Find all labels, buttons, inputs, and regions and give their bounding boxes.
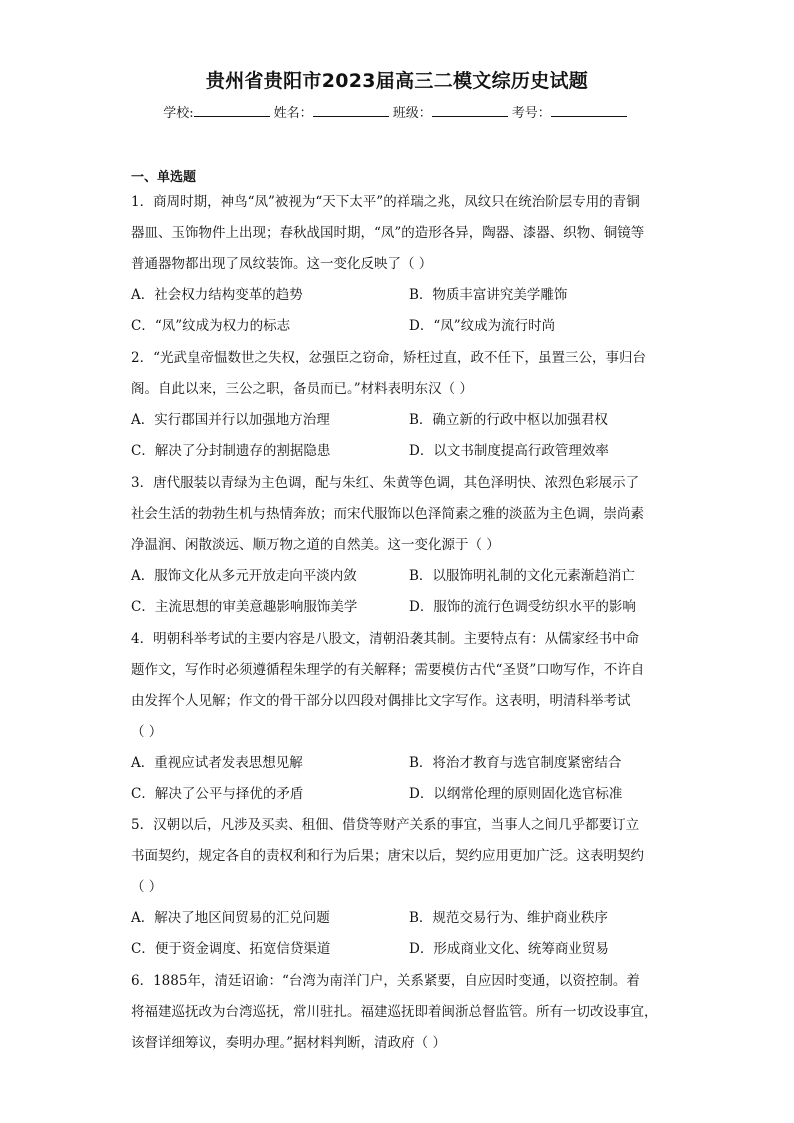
question-2-option-b: B．确立新的行政中枢以加强君权 — [409, 412, 608, 428]
question-5-line-3: （ ） — [131, 879, 163, 895]
question-1-line-3: 普通器物都出现了凤纹装饰。这一变化反映了（ ） — [131, 256, 433, 272]
question-5-option-c: C．便于资金调度、拓宽信贷渠道 — [131, 941, 331, 957]
question-3-option-d: D．服饰的流行色调受纺织水平的影响 — [409, 599, 636, 615]
question-4-option-a: A．重视应试者发表思想见解 — [131, 755, 303, 771]
question-2-option-a: A．实行郡国并行以加强地方治理 — [131, 412, 330, 428]
question-2-line-1: 2．“光武皇帝愠数世之失权，忿强臣之窃命，矫枉过直，政不任下，虽置三公，事归台 — [131, 350, 646, 366]
student-info-row — [0, 102, 794, 121]
question-4-line-4: （ ） — [131, 724, 163, 740]
question-3-line-1: 3．唐代服装以青绿为主色调，配与朱红、朱黄等色调，其色泽明快、浓烈色彩展示了 — [131, 475, 640, 491]
question-4-option-d: D．以纲常伦理的原则固化选官标准 — [409, 786, 623, 802]
question-5-option-b: B．规范交易行为、维护商业秩序 — [409, 910, 608, 926]
name-label: 姓名： — [273, 106, 313, 121]
question-4-line-2: 题作文，写作时必须遵循程朱理学的有关解释；需要模仿古代“圣贤”口吻写作，不许自 — [131, 662, 645, 678]
question-1-option-c: C．“凤”纹成为权力的标志 — [131, 318, 291, 334]
question-5-line-2: 书面契约，规定各自的责权利和行为后果；唐宋以后，契约应用更加广泛。这表明契约 — [131, 848, 644, 864]
name-blank — [313, 105, 389, 117]
question-1-line-2: 器皿、玉饰物件上出现；春秋战国时期，“凤”的造形各异，陶器、漆器、织物、铜镜等 — [131, 225, 645, 241]
school-blank — [194, 105, 270, 117]
exam-no-label: 考号： — [511, 106, 551, 121]
question-5-option-a: A．解决了地区间贸易的汇兑问题 — [131, 910, 330, 926]
question-4-line-1: 4．明朝科举考试的主要内容是八股文，清朝沿袭其制。主要特点有：从儒家经书中命 — [131, 631, 640, 647]
section-title: 一、单选题 — [131, 170, 197, 185]
question-6-line-2: 将福建巡抚改为台湾巡抚，常川驻扎。福建巡抚即着闽浙总督监管。所有一切改设事宜， — [131, 1004, 658, 1020]
question-3-option-c: C．主流思想的审美意趣影响服饰美学 — [131, 599, 358, 615]
question-5-line-1: 5．汉朝以后，凡涉及买卖、租佃、借贷等财产关系的事宜，当事人之间几乎都要订立 — [131, 817, 640, 833]
question-4-option-b: B．将治才教育与选官制度紧密结合 — [409, 755, 622, 771]
exam-title: 贵州省贵阳市2023届高三二模文综历史试题 — [205, 70, 589, 92]
question-6-line-1: 6．1885年，清廷诏谕：“台湾为南洋门户，关系紧要，自应因时变通，以资控制。着 — [131, 973, 640, 989]
question-1-option-b: B．物质丰富讲究美学雕饰 — [409, 287, 568, 303]
question-3-line-3: 净温润、闲散淡远、顺万物之道的自然美。这一变化源于（ ） — [131, 537, 500, 553]
question-6-line-3: 该督详细筹议，奏明办理。”据材料判断，清政府（ ） — [131, 1035, 446, 1051]
question-3-line-2: 社会生活的勃勃生机与热情奔放；而宋代服饰以色泽简素之雅的淡蓝为主色调，崇尚素 — [131, 506, 644, 522]
question-3-option-a: A．服饰文化从多元开放走向平淡内敛 — [131, 568, 357, 584]
question-5-option-d: D．形成商业文化、统筹商业贸易 — [409, 941, 609, 957]
exam-no-blank — [551, 105, 627, 117]
question-4-option-c: C．解决了公平与择优的矛盾 — [131, 786, 304, 802]
question-3-option-b: B．以服饰明礼制的文化元素渐趋消亡 — [409, 568, 635, 584]
question-1-line-1: 1．商周时期，神鸟“凤”被视为“天下太平”的祥瑞之兆，凤纹只在统治阶层专用的青铜 — [131, 194, 640, 210]
question-1-option-d: D．“凤”纹成为流行时尚 — [409, 318, 556, 334]
school-label: 学校: — [163, 106, 194, 121]
question-2-line-2: 阁。自此以来，三公之职，备员而已。”材料表明东汉（ ） — [131, 381, 473, 397]
class-label: 班级： — [392, 106, 432, 121]
question-4-line-3: 由发挥个人见解；作文的骨干部分以四段对偶排比文字写作。这表明，明清科举考试 — [131, 693, 631, 709]
question-2-option-d: D．以文书制度提高行政管理效率 — [409, 443, 609, 459]
question-1-option-a: A．社会权力结构变革的趋势 — [131, 287, 303, 303]
question-2-option-c: C．解决了分封制遗存的割据隐患 — [131, 443, 331, 459]
class-blank — [432, 105, 508, 117]
